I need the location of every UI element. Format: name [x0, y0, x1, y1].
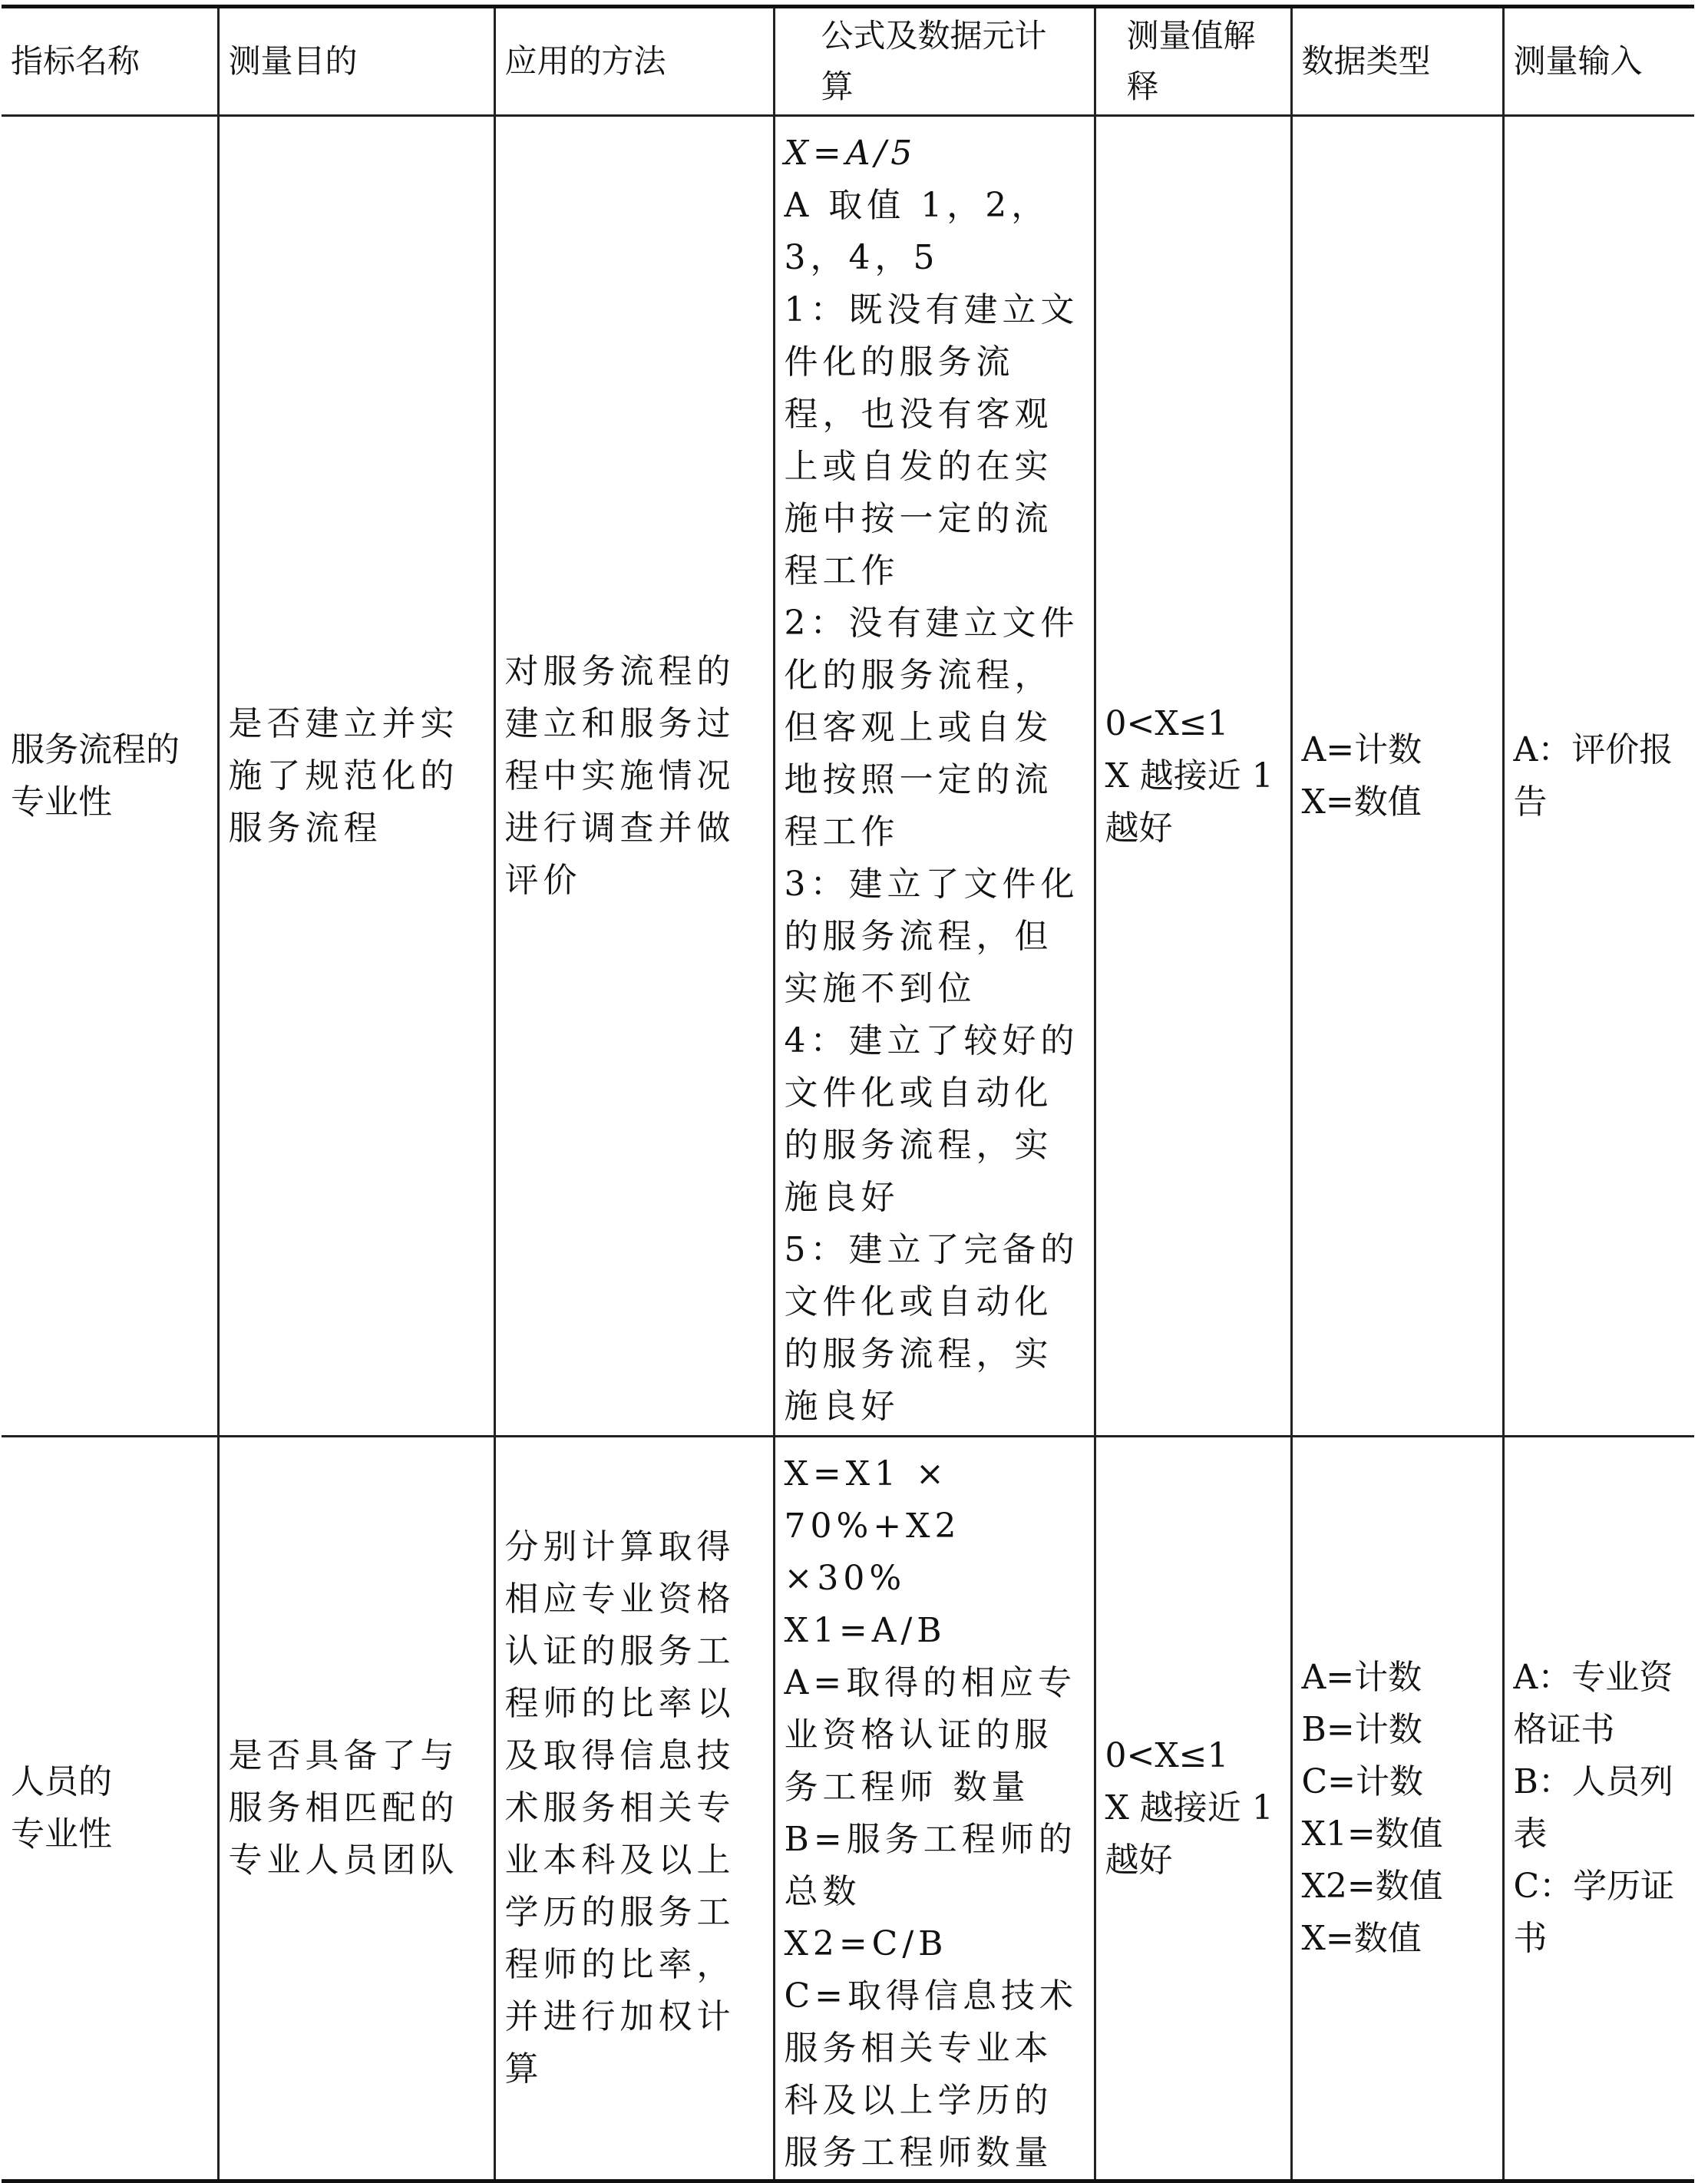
data-type-line: A=计数 [1301, 729, 1422, 769]
data-type-line: X=数值 [1301, 782, 1422, 822]
input-line: A：专业资格证书 [1513, 1658, 1673, 1749]
formula-line: X1=A/B [784, 1611, 947, 1650]
data-type-line: A=计数 [1301, 1658, 1422, 1697]
input-line: C：学历证书 [1513, 1867, 1675, 1958]
formula-line: X=A/5 [784, 134, 917, 173]
metrics-table [2, 5, 1694, 2183]
data-type-line: X1=数值 [1301, 1814, 1443, 1854]
cell-purpose: 是否具备了与服务相匹配的专业人员团队 [218, 1437, 494, 2181]
cell-interpretation [1095, 116, 1291, 1437]
formula-line: X=X1 × 70%+X2 ×30% [784, 1454, 961, 1598]
header-formula: 公式及数据元计算 [774, 7, 1095, 116]
input-line: A：评价报告 [1513, 729, 1673, 822]
data-type-line: B=计数 [1301, 1710, 1422, 1749]
formula-line: 3：建立了文件化的服务流程，但实施不到位 [784, 865, 1079, 1008]
interpretation-line: X 越接近 1 越好 [1105, 1788, 1274, 1880]
formula-line: A=取得的相应专业资格认证的服务工程师 数量 [784, 1663, 1077, 1807]
formula-line: 1：既没有建立文件化的服务流程，也没有客观上或自发的在实施中按一定的流程工作 [784, 290, 1079, 590]
data-type-line: C=计数 [1301, 1762, 1424, 1801]
cell-interpretation [1095, 1437, 1291, 2181]
formula-line: A 取值 1，2，3，4，5 [784, 186, 1050, 277]
cell-metric-name: 人员的专业性 [2, 1437, 218, 2181]
data-type-line: X2=数值 [1301, 1867, 1443, 1906]
formula-line: 5：建立了完备的文件化或自动化的服务流程，实施良好 [784, 1230, 1079, 1426]
interpretation-line: X 越接近 1 越好 [1105, 756, 1274, 848]
data-type-line: X=数值 [1301, 1919, 1422, 1958]
cell-method: 分别计算取得相应专业资格认证的服务工程师的比率以及取得信息技术服务相关专业本科及以上学历的服务工程师的比率，并进行加权计算 [494, 1437, 774, 2181]
cell-formula [774, 116, 1095, 1437]
input-line: B：人员列表 [1513, 1762, 1673, 1854]
header-metric-name: 指标名称 [2, 7, 218, 116]
formula-line: C=取得信息技术服务相关专业本科及以上学历的服务工程师数量 [784, 1976, 1079, 2172]
header-purpose: 测量目的 [218, 7, 494, 116]
interpretation-line: 0<X≤1 [1105, 1736, 1229, 1775]
header-input: 测量输入 [1503, 7, 1694, 116]
interpretation-line: 0<X≤1 [1105, 703, 1229, 743]
table-row [2, 1437, 1694, 2181]
header-interpretation: 测量值解释 [1095, 7, 1291, 116]
formula-line: 2：没有建立文件化的服务流程，但客观上或自发地按照一定的流程工作 [784, 604, 1079, 852]
cell-purpose: 是否建立并实施了规范化的服务流程 [218, 116, 494, 1437]
cell-method: 对服务流程的建立和服务过程中实施情况进行调查并做评价 [494, 116, 774, 1437]
formula-line: 4：建立了较好的文件化或自动化的服务流程，实施良好 [784, 1021, 1079, 1217]
cell-data-type [1291, 116, 1503, 1437]
cell-input [1503, 1437, 1694, 2181]
cell-data-type [1291, 1437, 1503, 2181]
header-data-type: 数据类型 [1291, 7, 1503, 116]
cell-formula [774, 1437, 1095, 2181]
header-method: 应用的方法 [494, 7, 774, 116]
cell-input [1503, 116, 1694, 1437]
cell-metric-name: 服务流程的专业性 [2, 116, 218, 1437]
table-header-row [2, 7, 1694, 116]
formula-line: X2=C/B [784, 1924, 948, 1963]
table-row [2, 116, 1694, 1437]
formula-line: B=服务工程师的总数 [784, 1820, 1077, 1911]
